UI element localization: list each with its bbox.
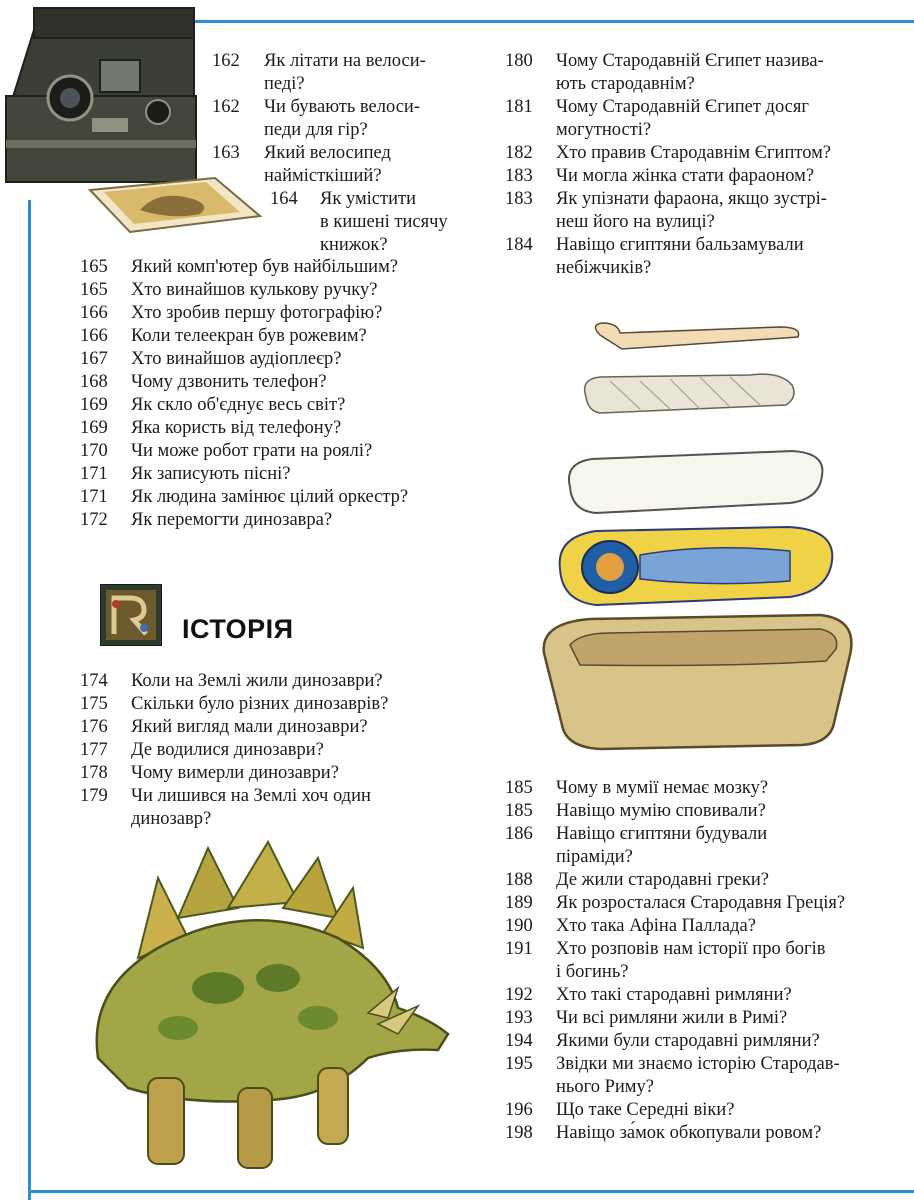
toc-page-number: 171 [80,464,108,484]
toc-question-line: Чому вимерли динозаври? [131,763,339,783]
toc-page-number: 162 [212,51,240,71]
toc-page-number: 166 [80,303,108,323]
toc-question-line: динозавр? [131,809,212,829]
toc-question-line: Чому дзвонить телефон? [131,372,327,392]
toc-question-line: в кишені тисячу [320,212,448,232]
toc-question-line: Хто такі стародавні римляни? [556,985,792,1005]
toc-question-line: Хто винайшов кулькову ручку? [131,280,378,300]
toc-page-number: 169 [80,395,108,415]
frame-top-line [190,20,914,23]
toc-page-number: 196 [505,1100,533,1120]
toc-question-line: Навіщо єгиптяни бальзамували [556,235,804,255]
toc-question-line: Яка користь від телефону? [131,418,342,438]
toc-page-number: 165 [80,257,108,277]
toc-question-line: Що таке Середні віки? [556,1100,735,1120]
toc-page-number: 194 [505,1031,533,1051]
toc-question-line: ють стародавнім? [556,74,695,94]
toc-page-number: 162 [212,97,240,117]
toc-question-line: Звідки ми знаємо історію Стародав- [556,1054,840,1074]
toc-page-number: 171 [80,487,108,507]
toc-page-number: 175 [80,694,108,714]
toc-page-number: 178 [80,763,108,783]
toc-question-line: Чи лишився на Землі хоч один [131,786,371,806]
toc-question-line: Навіщо за́мок обкопували ровом? [556,1123,822,1143]
toc-page-number: 188 [505,870,533,890]
history-section-icon [100,584,162,646]
toc-question-line: книжок? [320,235,388,255]
toc-question-line: Де жили стародавні греки? [556,870,769,890]
mummy-illustration [540,315,870,755]
toc-question-line: неш його на вулиці? [556,212,715,232]
toc-question-line: Де водилися динозаври? [131,740,324,760]
toc-page-number: 163 [212,143,240,163]
toc-question-line: могутності? [556,120,652,140]
toc-question-line: Чи бувають велоси- [264,97,420,117]
stegosaurus-illustration [68,838,468,1188]
toc-page-number: 169 [80,418,108,438]
toc-page-number: 167 [80,349,108,369]
toc-page-number: 176 [80,717,108,737]
toc-question-line: Чи могла жінка стати фараоном? [556,166,815,186]
toc-question-line: Як записують пісні? [131,464,291,484]
toc-page-number: 182 [505,143,533,163]
toc-question-line: Як розросталася Стародавня Греція? [556,893,846,913]
toc-question-line: Хто правив Стародавнім Єгиптом? [556,143,832,163]
toc-page-number: 164 [270,189,298,209]
toc-page-number: 180 [505,51,533,71]
toc-page-number: 177 [80,740,108,760]
toc-page-number: 198 [505,1123,533,1143]
section-heading: ІСТОРІЯ [182,614,294,644]
toc-page-number: 192 [505,985,533,1005]
toc-page-number: 186 [505,824,533,844]
toc-question-line: Чому Стародавній Єгипет досяг [556,97,809,117]
toc-question-line: піраміди? [556,847,633,867]
toc-question-line: Хто розповів нам історії про богів [556,939,826,959]
toc-page-number: 165 [80,280,108,300]
toc-question-line: Який комп'ютер був найбільшим? [131,257,399,277]
toc-page-number: 184 [505,235,533,255]
toc-page-number: 183 [505,189,533,209]
toc-question-line: нього Риму? [556,1077,654,1097]
toc-question-line: Чому в мумії немає мозку? [556,778,769,798]
toc-page-number: 179 [80,786,108,806]
toc-question-line: Коли телеекран був рожевим? [131,326,367,346]
toc-page-number: 170 [80,441,108,461]
toc-question-line: Як літати на велоси- [264,51,426,71]
toc-question-line: наймісткіший? [264,166,382,186]
toc-question-line: Коли на Землі жили динозаври? [131,671,383,691]
toc-question-line: Який велосипед [264,143,391,163]
toc-page-number: 195 [505,1054,533,1074]
toc-question-line: Як людина замінює цілий оркестр? [131,487,409,507]
toc-question-line: Чому Стародавній Єгипет назива- [556,51,824,71]
toc-question-line: Хто така Афіна Паллада? [556,916,756,936]
camera-illustration [0,0,270,245]
toc-question-line: Хто зробив першу фотографію? [131,303,383,323]
toc-page-number: 168 [80,372,108,392]
toc-question-line: Навіщо мумію сповивали? [556,801,766,821]
toc-page-number: 193 [505,1008,533,1028]
frame-left-line [28,200,31,1200]
toc-question-line: Як скло об'єднує весь світ? [131,395,346,415]
toc-question-line: і богинь? [556,962,629,982]
toc-question-line: Навіщо єгиптяни будували [556,824,768,844]
toc-question-line: Чи всі римляни жили в Римі? [556,1008,788,1028]
toc-page-number: 190 [505,916,533,936]
toc-question-line: Який вигляд мали динозаври? [131,717,368,737]
toc-question-line: Хто винайшов аудіоплеєр? [131,349,342,369]
toc-page-number: 185 [505,801,533,821]
toc-page-number: 166 [80,326,108,346]
frame-bottom-line [28,1190,914,1193]
toc-page-number: 174 [80,671,108,691]
toc-page-number: 185 [505,778,533,798]
toc-question-line: Як упізнати фараона, якщо зустрі- [556,189,827,209]
toc-question-line: Якими були стародавні римляни? [556,1031,820,1051]
toc-question-line: небіжчиків? [556,258,652,278]
toc-question-line: педі? [264,74,305,94]
toc-page-number: 181 [505,97,533,117]
toc-page-number: 183 [505,166,533,186]
toc-question-line: Скільки було різних динозаврів? [131,694,389,714]
toc-question-line: Чи може робот грати на роялі? [131,441,373,461]
toc-question-line: педи для гір? [264,120,368,140]
toc-question-line: Як перемогти динозавра? [131,510,333,530]
toc-page-number: 172 [80,510,108,530]
toc-page-number: 191 [505,939,533,959]
toc-question-line: Як умістити [320,189,416,209]
toc-page-number: 189 [505,893,533,913]
